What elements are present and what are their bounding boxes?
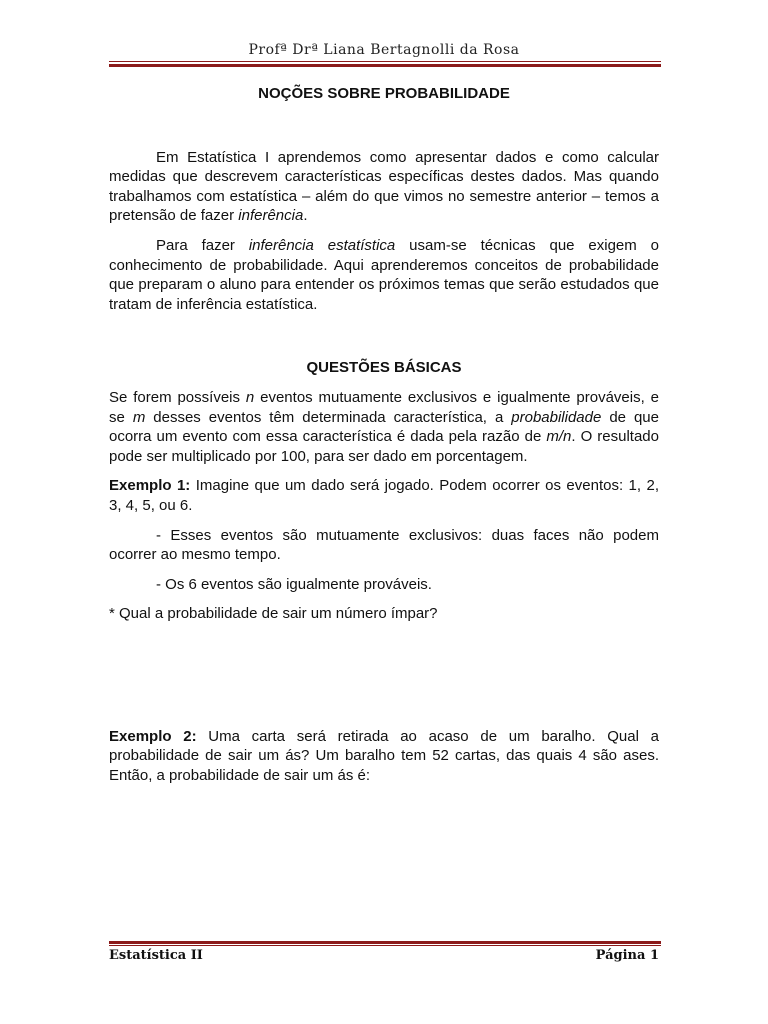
footer-course: Estatística II [109, 948, 203, 963]
footer-page-number: Página 1 [595, 948, 659, 963]
footer-rule-thin [109, 945, 661, 946]
example-1-label: Exemplo 1: [109, 477, 191, 495]
example-1-question: * Qual a probabilidade de sair um número ímpar? [109, 605, 438, 623]
example-2-paragraph: Exemplo 2: Uma carta será retirada ao acaso de um baralho. Qual a probabilidade de sair um ás? Um baralho tem 52 cartas, das quais 4 são ases. Então, a probabilidade de sair um ás é: [109, 727, 659, 785]
example-1-point-2: - Os 6 eventos são igualmente prováveis. [156, 575, 432, 593]
example-1-paragraph: Exemplo 1: Imagine que um dado será jogado. Podem ocorrer os eventos: 1, 2, 3, 4, 5, ou 6. [109, 477, 660, 514]
example-1-point-1: - Esses eventos são mutuamente exclusivos: duas faces não podem ocorrer ao mesmo tempo. [109, 526, 659, 564]
section-title: QUESTÕES BÁSICAS [306, 359, 462, 377]
example-2-label: Exemplo 2: [109, 727, 197, 745]
page-body [109, 84, 659, 786]
header-rule-thin [109, 61, 661, 62]
intro-paragraph-2: Para fazer inferência estatística usam-se técnicas que exigem o conhecimento de probabilidade. Aqui aprenderemos conceitos de probabilidade que preparam o aluno para entender os próximos temas que serão estudados que tratam de inferência estatística. [109, 236, 659, 313]
page-header: Profª Drª Liana Bertagnolli da Rosa [248, 42, 520, 58]
footer-rule-thick [109, 941, 661, 944]
definition-paragraph: Se forem possíveis n eventos mutuamente exclusivos e igualmente prováveis, e se m desses eventos têm determinada característica, a probabilidade de que ocorra um evento com essa característica é dada pela razão de m/n. O resultado pode ser multiplicado por 100, para ser dado em porcentagem. [109, 388, 659, 465]
intro-paragraph-1: Em Estatística I aprendemos como apresentar dados e como calcular medidas que descrevem características específicas destes dados. Mas quando trabalhamos com estatística – além do que vimos no semestre anterior – temos a pretensão de fazer inferência. [109, 148, 659, 225]
page-title: NOÇÕES SOBRE PROBABILIDADE [258, 85, 510, 102]
header-rule-thick [109, 64, 661, 67]
